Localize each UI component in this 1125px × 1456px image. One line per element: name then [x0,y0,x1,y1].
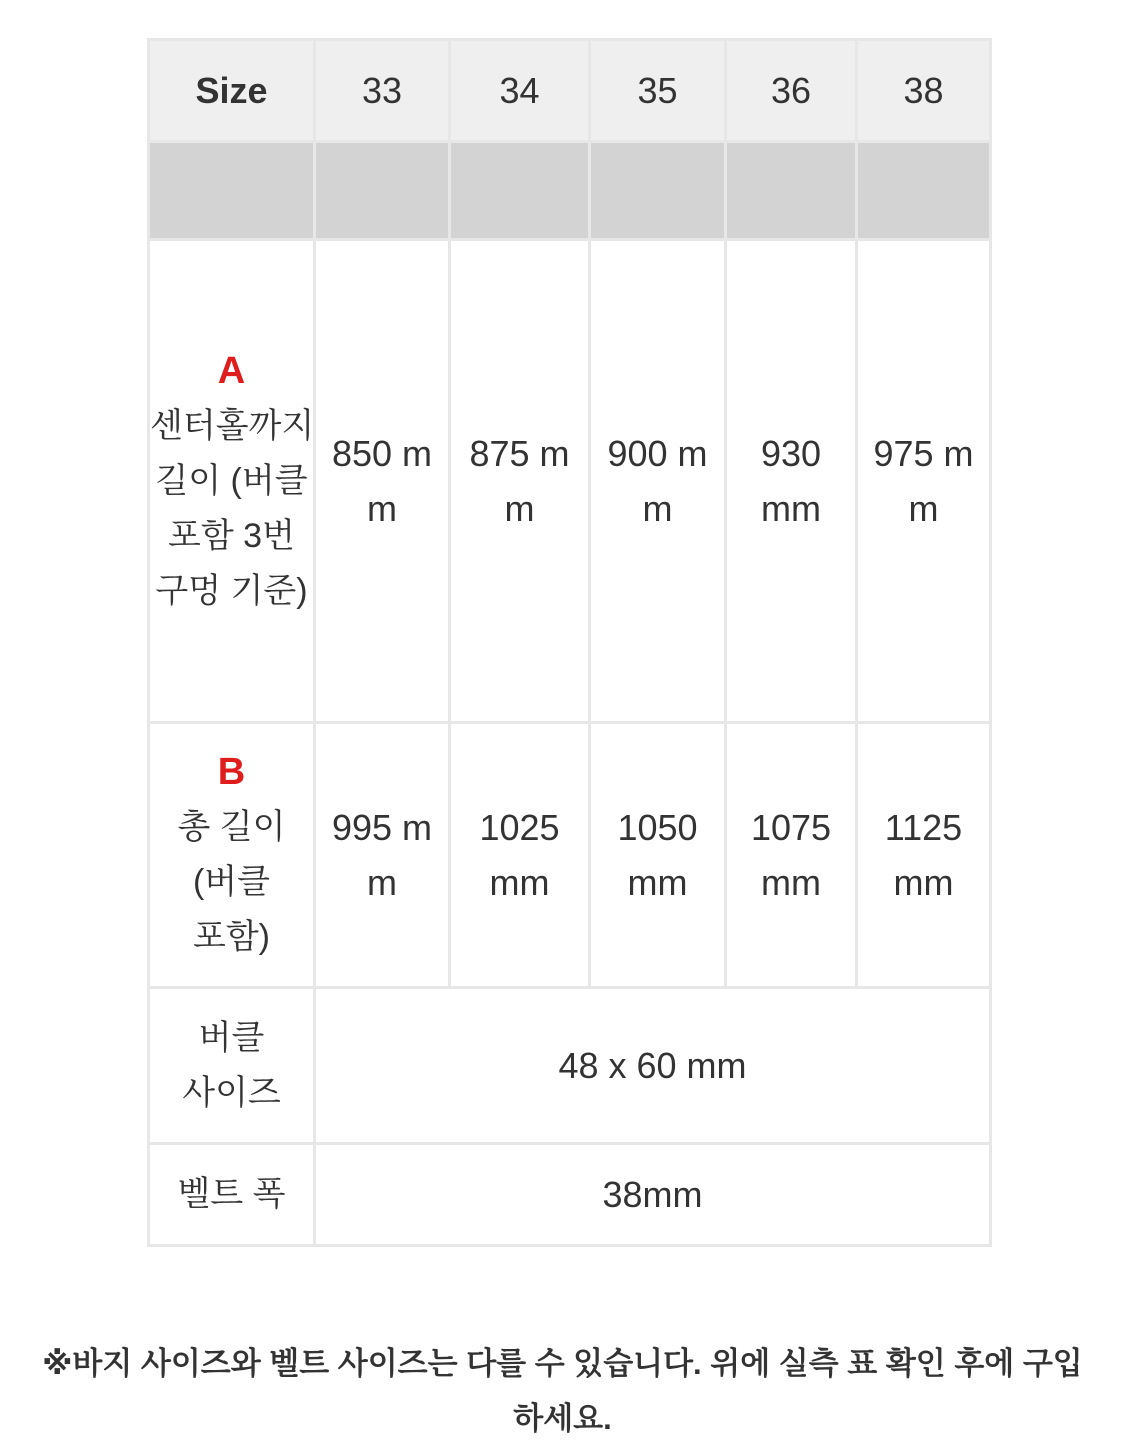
row-a-description: 센터홀까지 길이 (버클 포함 3번 구멍 기준) [150,406,315,610]
row-center-hole-length [149,240,991,723]
placeholder-cell [450,142,590,240]
row-belt-width [149,1144,991,1246]
belt-width-value: 38mm [315,1144,991,1246]
size-header-34: 34 [450,40,590,142]
placeholder-cell [315,142,450,240]
row-a-value-35: 900 mm [590,240,726,723]
row-a-value-36: 930 mm [726,240,857,723]
row-b-value-33: 995 mm [315,723,450,988]
size-header-33: 33 [315,40,450,142]
row-b-letter: B [217,751,246,793]
size-chart-table [147,38,992,1247]
buckle-size-label [149,988,315,1144]
row-a-label [149,240,315,723]
row-a-value-33: 850 mm [315,240,450,723]
row-a-value-38: 975 mm [857,240,991,723]
row-a-letter: A [217,349,246,392]
row-buckle-size [149,988,991,1144]
row-b-value-36: 1075 mm [726,723,857,988]
placeholder-cell [590,142,726,240]
row-b-value-35: 1050 mm [590,723,726,988]
belt-width-label [149,1144,315,1246]
buckle-size-value: 48 x 60 mm [315,988,991,1144]
row-b-label [149,723,315,988]
row-total-length [149,723,991,988]
image-placeholder-row [149,142,991,240]
row-b-value-38: 1125 mm [857,723,991,988]
size-header-label: Size [149,40,315,142]
size-header-row [149,40,991,142]
buckle-size-label-text: 버클 사이즈 [182,1018,281,1112]
row-a-value-34: 875 mm [450,240,590,723]
row-b-description: 총 길이 (버클 포함) [177,808,286,956]
size-notice: ※바지 사이즈와 벨트 사이즈는 다를 수 있습니다. 위에 실측 표 확인 후에 구입하세요. [42,1346,1083,1436]
size-header-38: 38 [857,40,991,142]
placeholder-cell [726,142,857,240]
row-b-value-34: 1025 mm [450,723,590,988]
placeholder-cell [857,142,991,240]
size-header-36: 36 [726,40,857,142]
belt-width-label-text: 벨트 폭 [177,1175,286,1213]
placeholder-cell [149,142,315,240]
size-header-35: 35 [590,40,726,142]
